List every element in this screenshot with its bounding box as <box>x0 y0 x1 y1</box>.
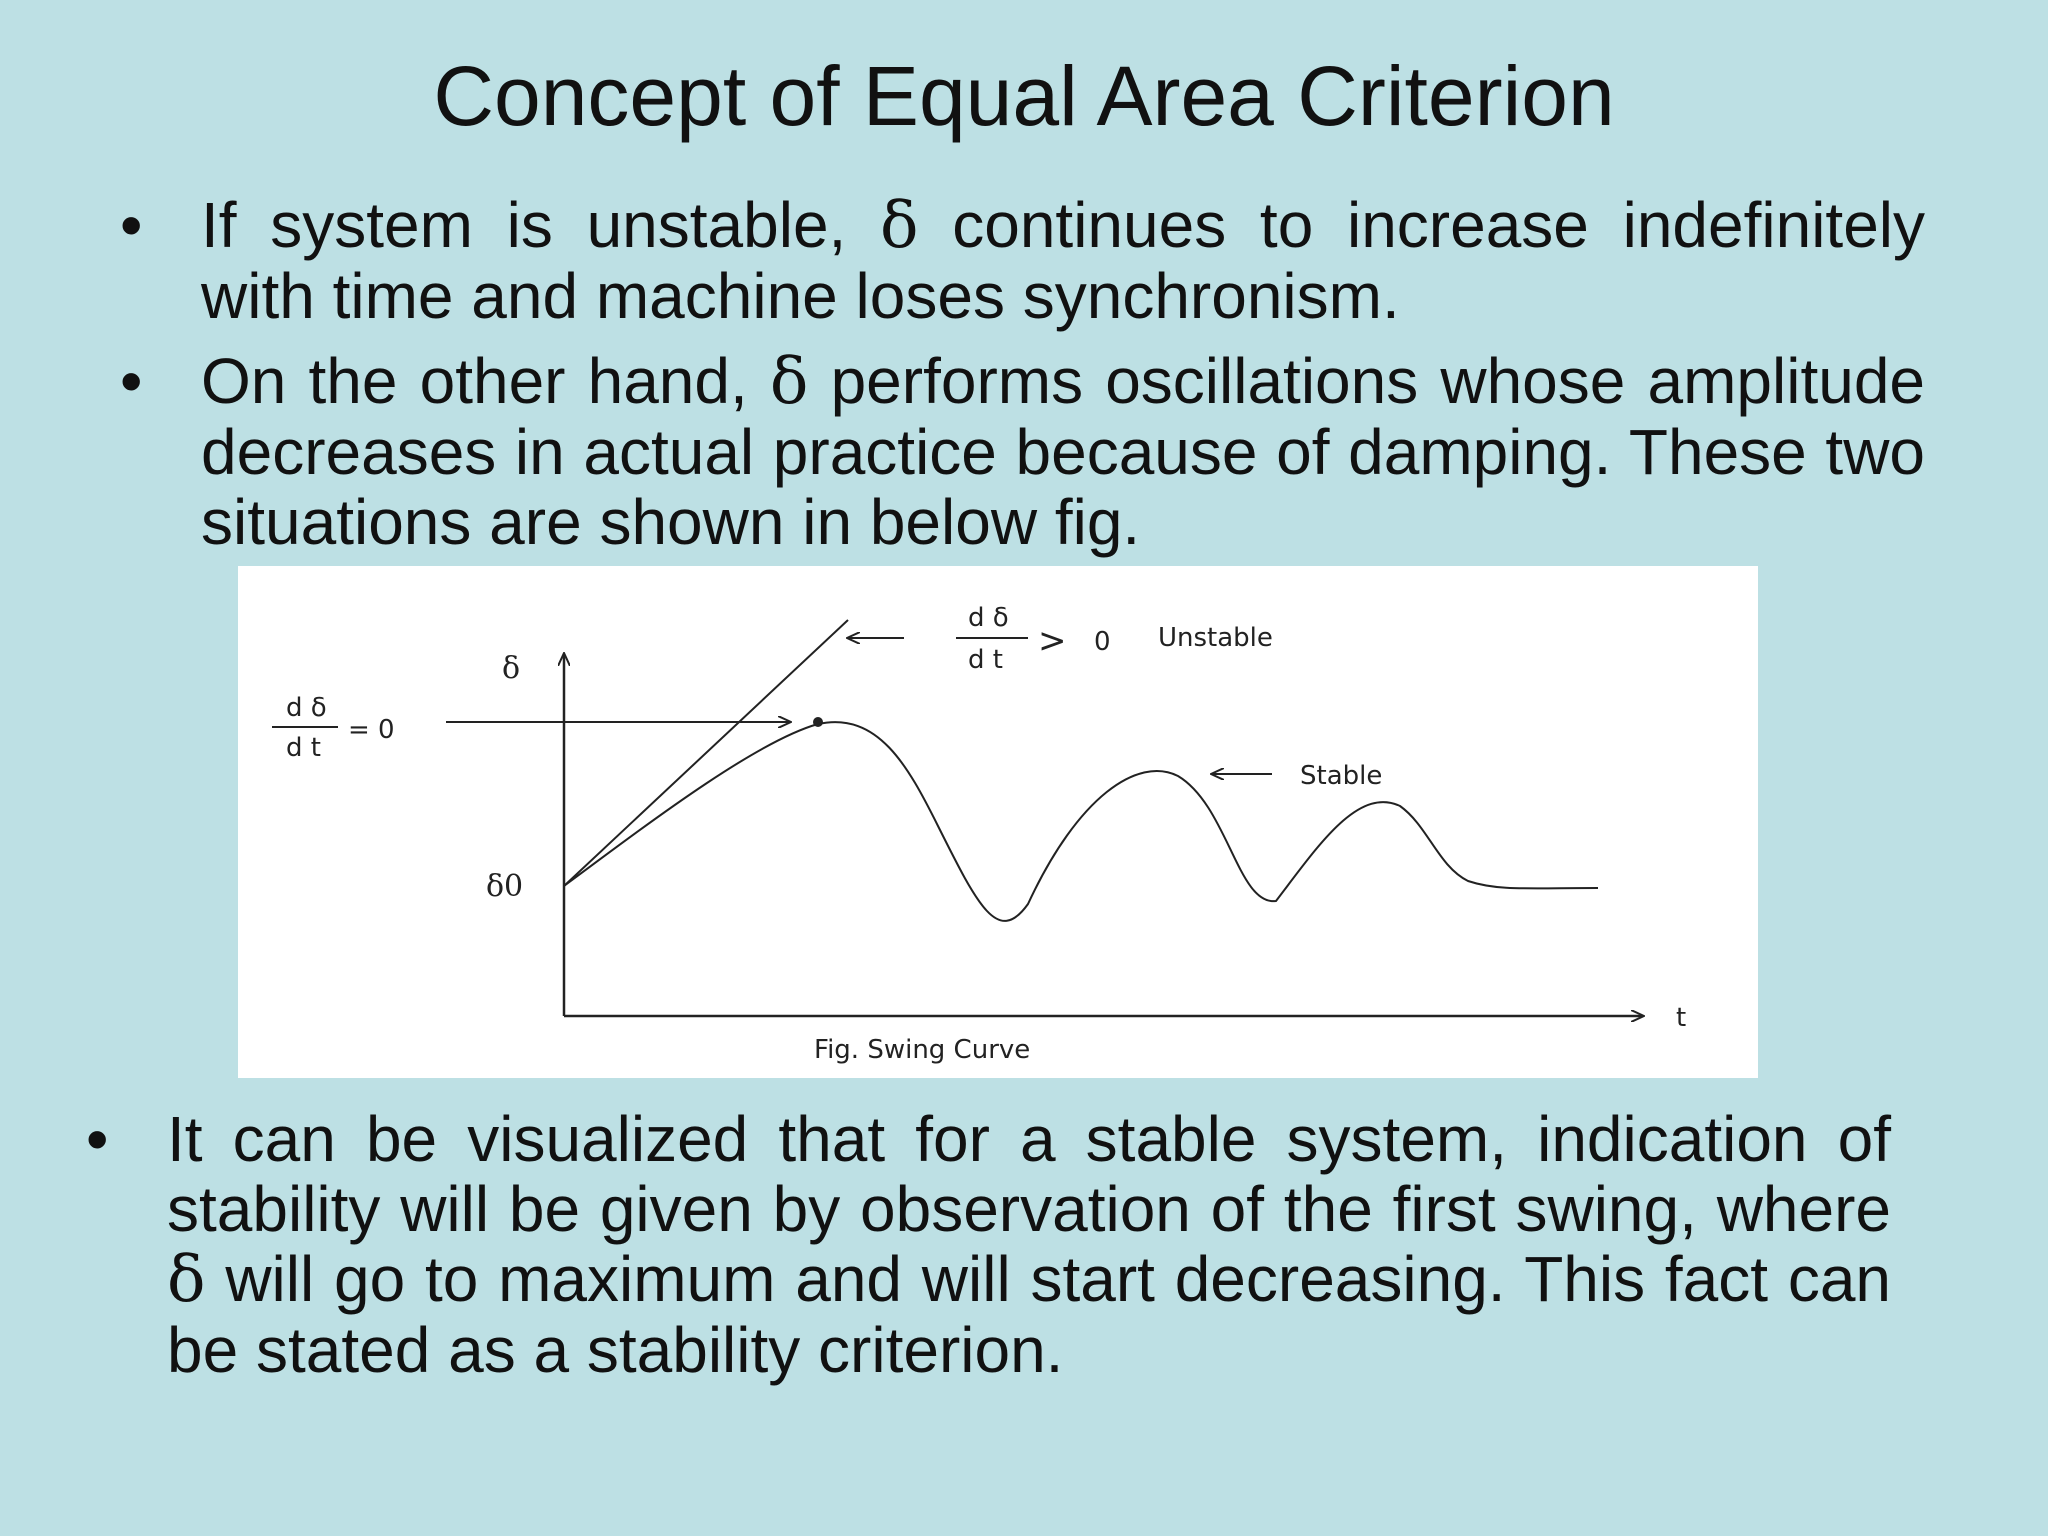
delta-symbol: δ <box>880 189 919 263</box>
bullet-marker: • <box>120 189 143 261</box>
bullet-marker: • <box>86 1103 109 1175</box>
zero-slope-numerator: d δ <box>286 693 327 723</box>
unstable-label: Unstable <box>1158 623 1273 653</box>
stable-label: Stable <box>1300 761 1383 791</box>
bullet-marker: • <box>120 345 143 417</box>
zero-slope-denominator: d t <box>286 733 321 763</box>
x-axis-label: t <box>1676 1003 1687 1033</box>
delta0-label: δ0 <box>486 869 524 904</box>
bullet-stability-criterion <box>86 1104 1891 1385</box>
zero-slope-relation: = 0 <box>348 715 395 745</box>
unstable-relation: > <box>1038 621 1067 661</box>
unstable-value: 0 <box>1094 627 1111 657</box>
bullet-text: On the other hand, δ performs oscillations whose amplitude decreases in actual practice because of damping. These two situations are shown in below fig. <box>201 345 1925 558</box>
bullet-text: If system is unstable, δ continues to increase indefinitely with time and machine loses synchronism. <box>201 189 1925 332</box>
bullet-oscillations <box>120 346 1925 557</box>
unstable-curve <box>564 620 848 886</box>
bullet-unstable <box>120 190 1925 331</box>
delta-symbol: δ <box>769 345 809 419</box>
swing-curve-figure <box>238 566 1758 1078</box>
figure-caption: Fig. Swing Curve <box>814 1035 1031 1065</box>
unstable-denominator: d t <box>968 645 1003 675</box>
delta-symbol: δ <box>167 1243 206 1317</box>
swing-curve-diagram <box>238 566 1758 1078</box>
unstable-numerator: d δ <box>968 603 1009 633</box>
stable-curve <box>564 722 1598 921</box>
bullet-text: It can be visualized that for a stable system, indication of stability will be given by observation of the first swing, where δ will go to maximum and will start decreasing. This fact can be stated as a stability criterion. <box>167 1103 1891 1386</box>
y-axis-label: δ <box>502 651 521 686</box>
max-point <box>813 717 823 727</box>
slide-title: Concept of Equal Area Criterion <box>433 49 1615 143</box>
